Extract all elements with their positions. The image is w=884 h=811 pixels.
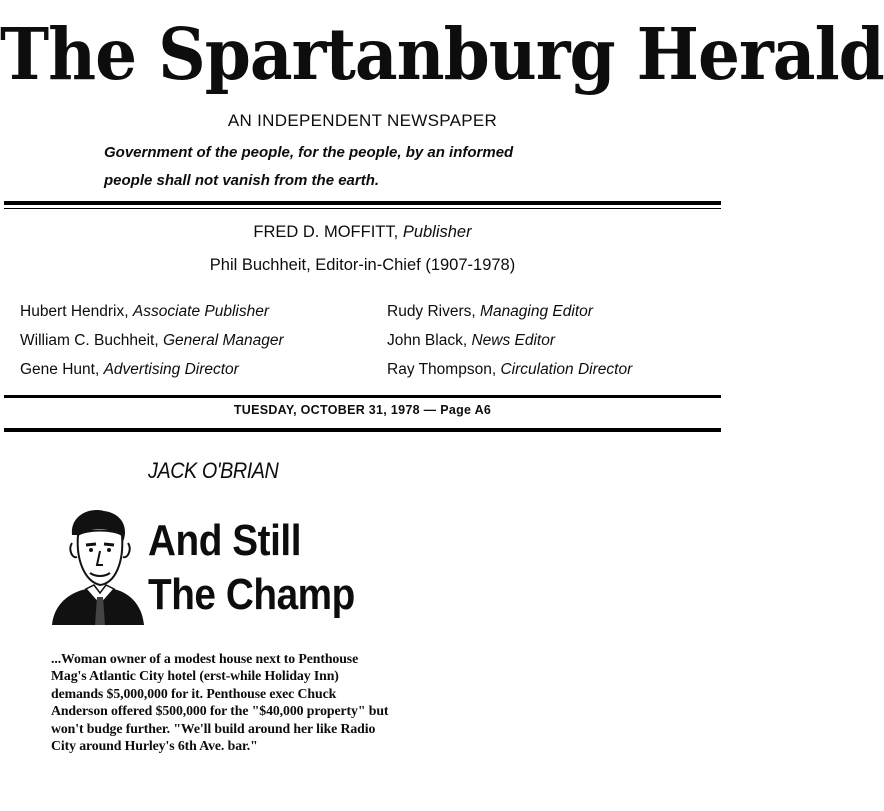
- dateline-rule-bottom: [4, 428, 721, 432]
- staff-row: [20, 355, 385, 384]
- editor-name: Phil Buchheit,: [209, 256, 311, 274]
- divider-rule-thin: [4, 208, 721, 209]
- publisher-line: [0, 223, 725, 242]
- editor-in-chief-line: [0, 256, 725, 275]
- staff-name: William C. Buchheit,: [20, 332, 159, 349]
- staff-row: [20, 326, 385, 355]
- staff-role: Advertising Director: [103, 361, 239, 378]
- publisher-name: FRED D. MOFFITT,: [253, 223, 399, 241]
- staff-role: Circulation Director: [500, 361, 633, 378]
- staff-role: Associate Publisher: [132, 303, 269, 320]
- motto: [104, 139, 684, 195]
- tagline: AN INDEPENDENT NEWSPAPER: [227, 111, 498, 130]
- divider-rule: [4, 201, 721, 205]
- staff-name: Gene Hunt,: [20, 361, 100, 378]
- editor-title: Editor-in-Chief (1907-1978): [315, 256, 516, 274]
- staff-list-left: [20, 297, 385, 384]
- headline-line-1: And Still: [148, 516, 302, 565]
- staff-row: [387, 297, 723, 326]
- publisher-title: Publisher: [402, 223, 472, 241]
- staff-role: General Manager: [163, 332, 284, 349]
- staff-name: John Black,: [387, 332, 468, 349]
- staff-role: News Editor: [471, 332, 556, 349]
- motto-line-1: Government of the people, for the people, by an informed: [104, 144, 514, 161]
- staff-name: Hubert Hendrix,: [20, 303, 129, 320]
- staff-list-right: [387, 297, 723, 384]
- staff-row: [387, 355, 723, 384]
- motto-line-2: people shall not vanish from the earth.: [104, 172, 380, 189]
- column-body-text: ...Woman owner of a modest house next to Penthouse Mag's Atlantic City hotel (erst-while Holiday Inn) demands $5,000,000 for it. Penthouse exec Chuck Anderson offered $500,000 for the "$40,000 property" but won't budge further. "We'll build around her like Radio City around Hurley's 6th Ave. bar.": [51, 651, 389, 754]
- newspaper-masthead: The Spartanburg Herald: [0, 11, 884, 97]
- dateline-rule-top: [4, 395, 721, 398]
- staff-row: [387, 326, 723, 355]
- dateline: TUESDAY, OCTOBER 31, 1978 — Page A6: [233, 402, 492, 418]
- column-author: JACK O'BRIAN: [148, 458, 279, 483]
- author-portrait-icon: [50, 505, 145, 625]
- column-headline: [148, 514, 355, 622]
- staff-name: Rudy Rivers,: [387, 303, 476, 320]
- staff-row: [20, 297, 385, 326]
- staff-name: Ray Thompson,: [387, 361, 497, 378]
- headline-line-2: The Champ: [148, 570, 355, 619]
- staff-role: Managing Editor: [480, 303, 593, 320]
